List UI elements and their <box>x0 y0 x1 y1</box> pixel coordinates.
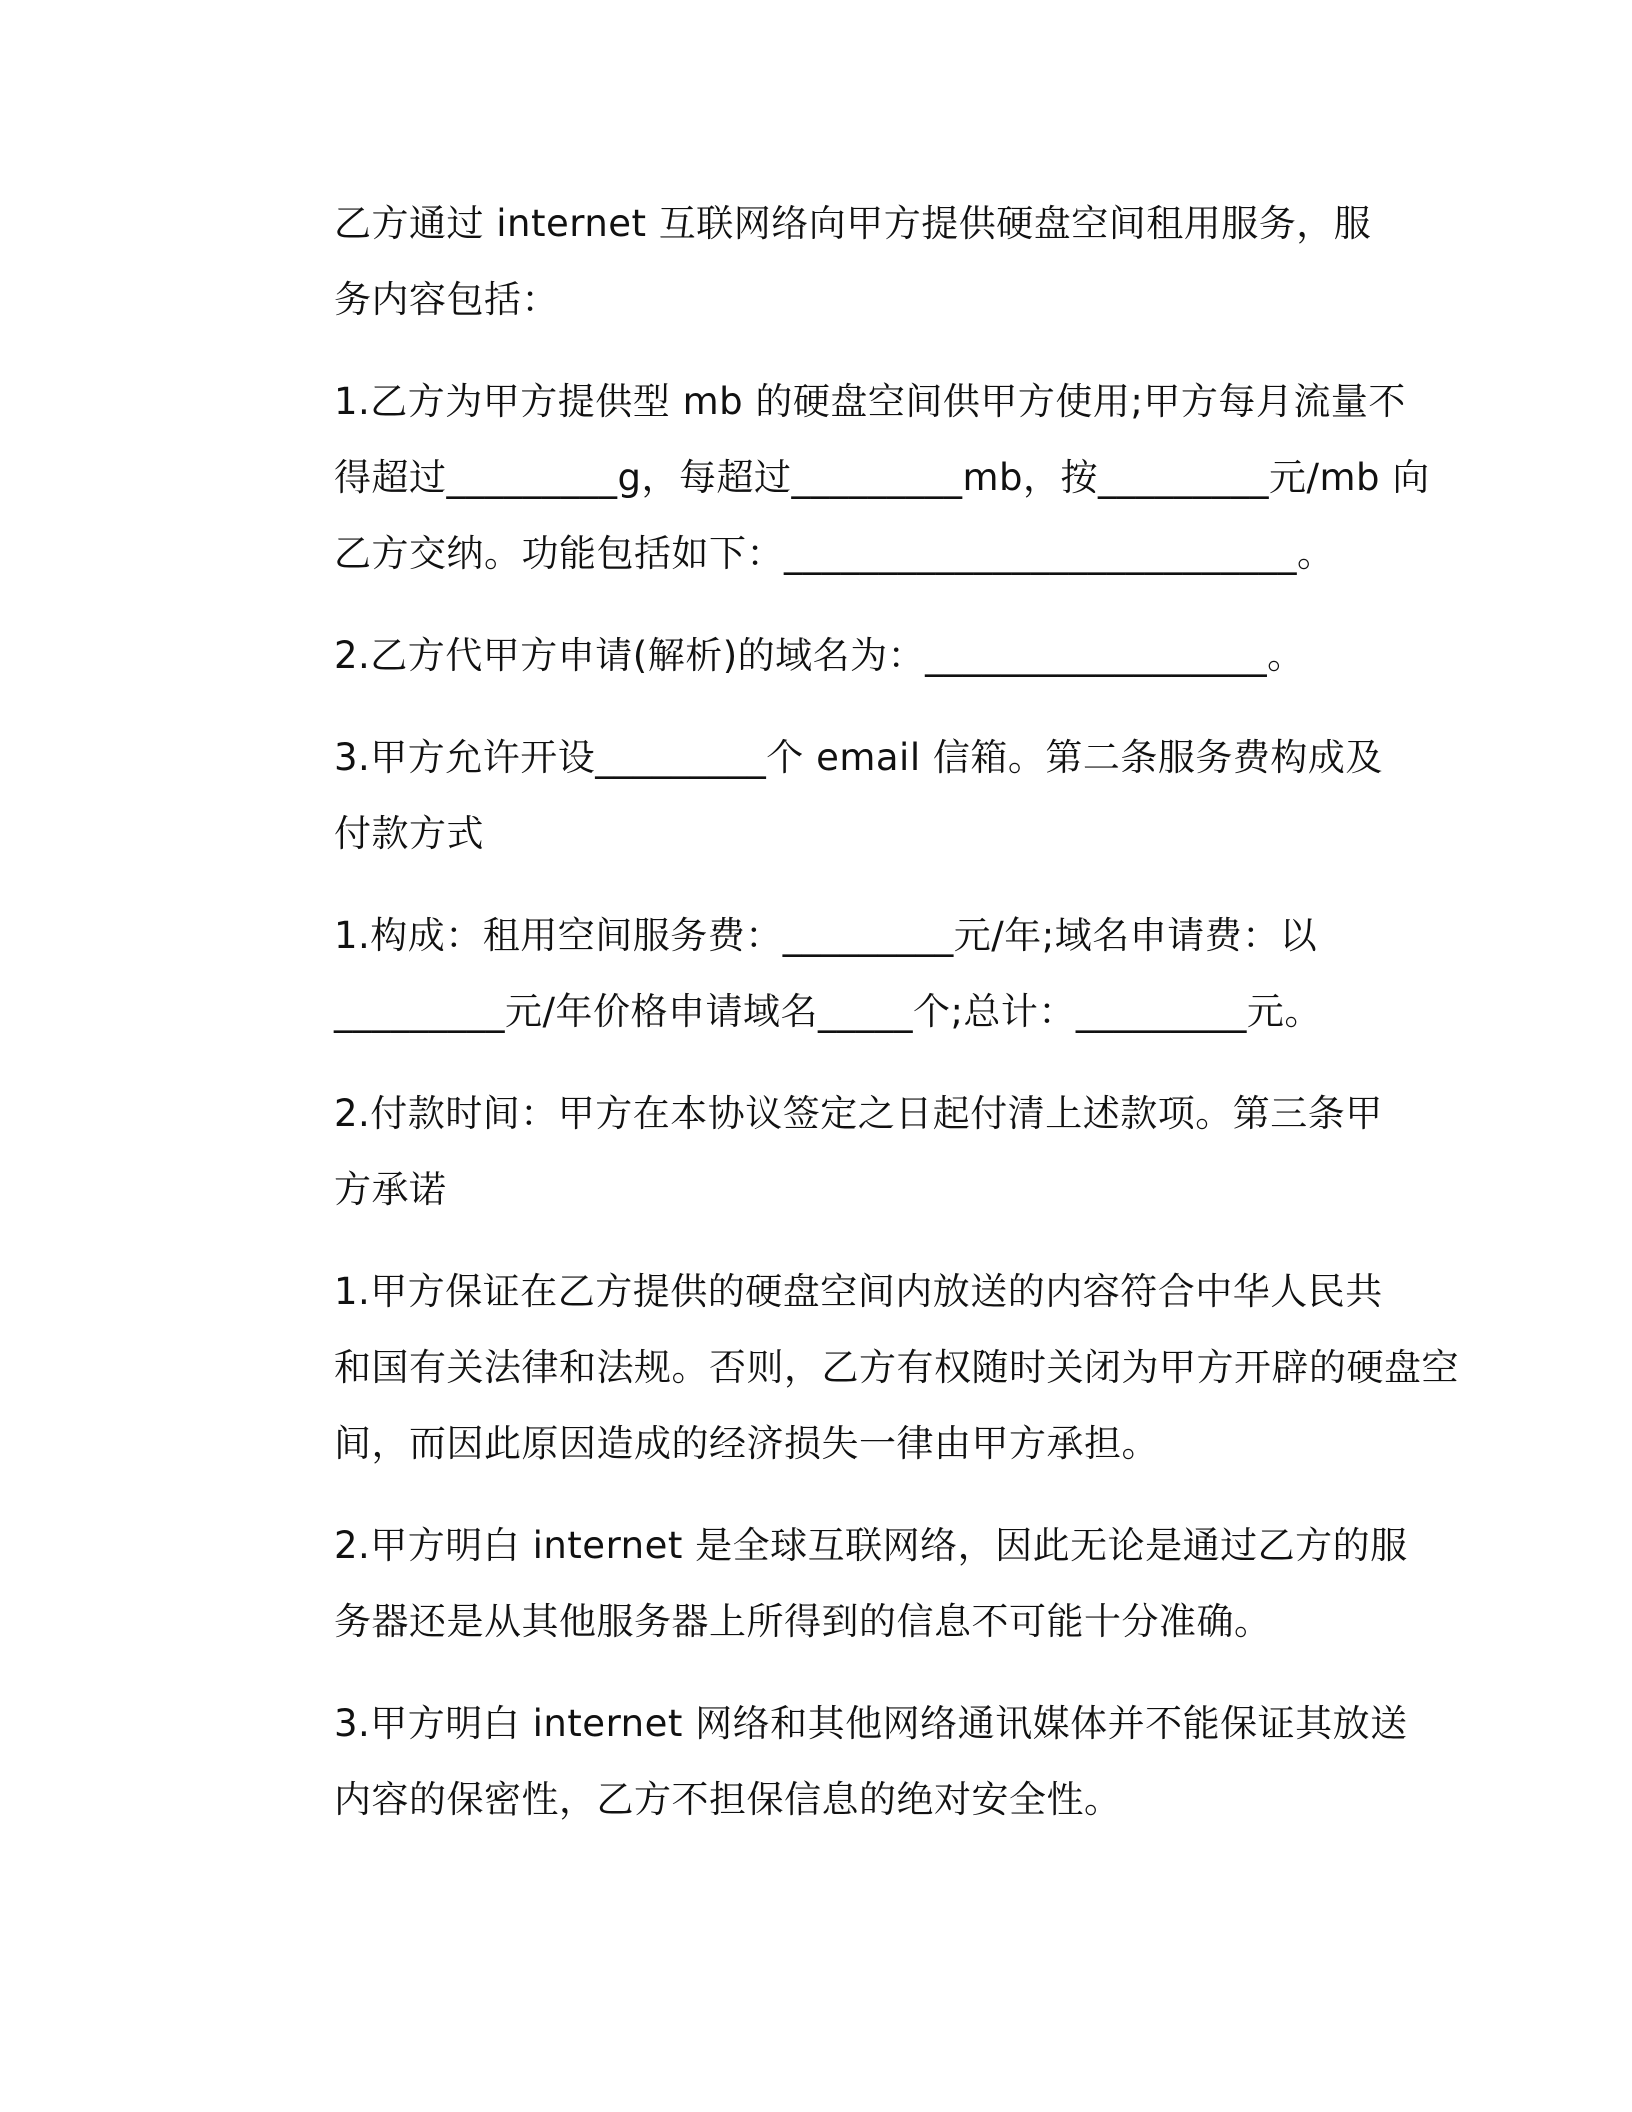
text-line: 1.乙方为甲方提供型 mb 的硬盘空间供甲方使用;甲方每月流量不 <box>334 380 1406 423</box>
text-line: 得超过_________g，每超过_________mb，按_________元/mb 向 <box>334 456 1430 499</box>
document-body <box>239 186 1459 1864</box>
text-line: 和国有关法律和法规。否则，乙方有权随时关闭为甲方开辟的硬盘空 <box>334 1346 1459 1389</box>
text-line: 方承诺 <box>334 1168 447 1211</box>
paragraph-legal-compliance <box>239 1254 1459 1482</box>
text-line: 3.甲方允许开设_________个 email 信箱。第二条服务费构成及 <box>334 736 1383 779</box>
text-line: 间，而因此原因造成的经济损失一律由甲方承担。 <box>334 1422 1159 1465</box>
text-line: 乙方通过 internet 互联网络向甲方提供硬盘空间租用服务，服 <box>334 202 1372 245</box>
text-line: 1.甲方保证在乙方提供的硬盘空间内放送的内容符合中华人民共 <box>334 1270 1383 1313</box>
text-line: 1.构成：租用空间服务费：_________元/年;域名申请费：以 <box>334 914 1318 957</box>
paragraph-payment-time <box>239 1076 1389 1228</box>
text-line: 3.甲方明白 internet 网络和其他网络通讯媒体并不能保证其放送 <box>334 1702 1408 1745</box>
text-line: _________元/年价格申请域名_____个;总计：_________元。 <box>334 990 1322 1033</box>
paragraph-confidentiality <box>239 1686 1408 1838</box>
text-line: 乙方交纳。功能包括如下：___________________________。 <box>334 532 1335 575</box>
paragraph-fee-composition <box>239 898 1389 1050</box>
paragraph-domain <box>239 618 1389 694</box>
text-line: 务内容包括： <box>334 278 559 321</box>
text-line: 内容的保密性，乙方不担保信息的绝对安全性。 <box>334 1778 1122 1821</box>
text-line: 付款方式 <box>334 812 484 855</box>
paragraph-email <box>239 720 1389 872</box>
text-line: 2.甲方明白 internet 是全球互联网络，因此无论是通过乙方的服 <box>334 1524 1408 1567</box>
text-line: 务器还是从其他服务器上所得到的信息不可能十分准确。 <box>334 1600 1272 1643</box>
paragraph-information-accuracy <box>239 1508 1408 1660</box>
paragraph-disk-space <box>239 364 1430 592</box>
text-line: 2.乙方代甲方申请(解析)的域名为：__________________。 <box>334 634 1305 677</box>
paragraph-service-intro <box>239 186 1389 338</box>
text-line: 2.付款时间：甲方在本协议签定之日起付清上述款项。第三条甲 <box>334 1092 1383 1135</box>
